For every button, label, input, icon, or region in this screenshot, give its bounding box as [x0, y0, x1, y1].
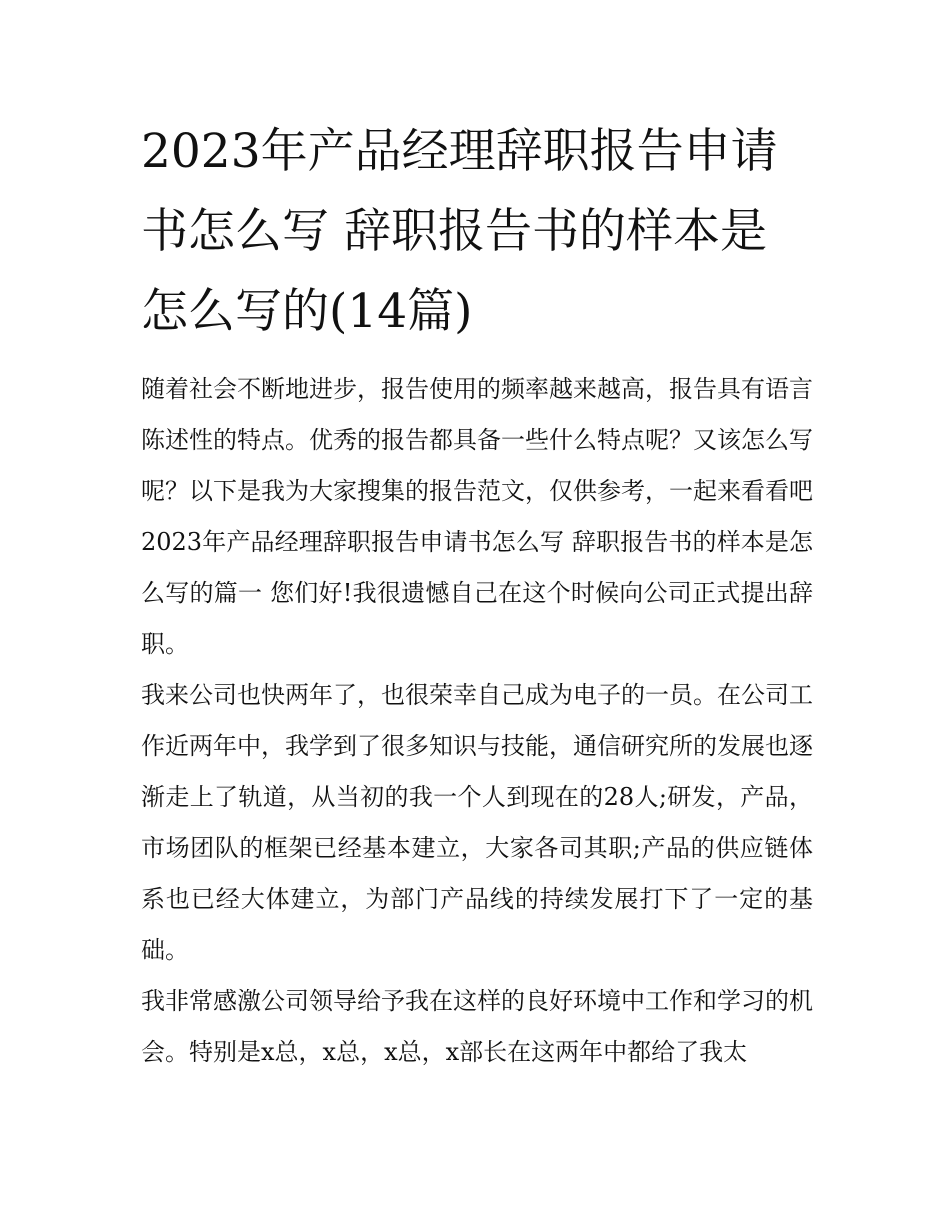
document-title: 2023年产品经理辞职报告申请书怎么写 辞职报告书的样本是怎么写的(14篇)	[141, 124, 778, 339]
body-paragraph: 我来公司也快两年了，也很荣幸自己成为电子的一员。在公司工作近两年中，我学到了很多知识与技能，通信研究所的发展也逐渐走上了轨道，从当初的我一个人到现在的28人;研发，产品，市场团队的框架已经基本建立，大家各司其职;产品的供应链体系也已经大体建立，为部门产品线的持续发展打下了一定的基础。	[141, 681, 813, 964]
intro-paragraph: 随着社会不断地进步，报告使用的频率越来越高，报告具有语言陈述性的特点。优秀的报告都具备一些什么特点呢？又该怎么写呢？以下是我为大家搜集的报告范文，仅供参考，一起来看看吧	[141, 375, 813, 505]
body-paragraph: 我非常感激公司领导给予我在这样的良好环境中工作和学习的机会。特别是x总，x总，x总，x部长在这两年中都给了我太	[141, 987, 813, 1066]
document-page	[141, 112, 813, 1078]
body-paragraph: 2023年产品经理辞职报告申请书怎么写 辞职报告书的样本是怎么写的篇一 您们好!我很遗憾自己在这个时候向公司正式提出辞职。	[141, 528, 813, 658]
